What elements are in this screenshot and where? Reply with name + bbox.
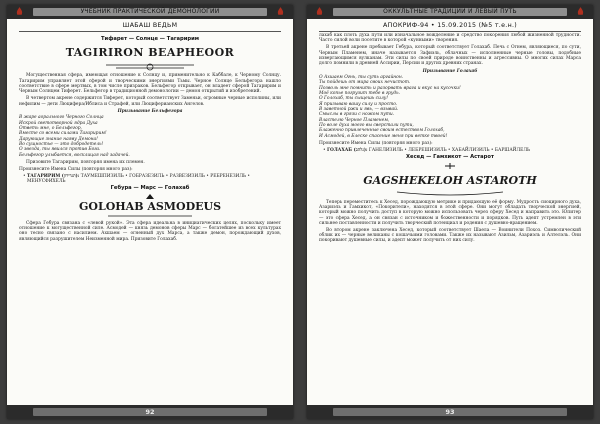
section-heading: Гебура — Марс — Голахаб [110, 185, 190, 192]
verse-line: Позволь мне помнить и разорвать врага и вкус на кусочки! [319, 85, 461, 91]
sigil-text: TAGIRIRON BEAPHEOOR [65, 46, 235, 60]
verse-line: Смыслы в грязи с ножом пути. [319, 112, 395, 118]
verse-line: Вместе со всеми силами Тагаририм! [19, 131, 107, 137]
names-of-power: • ГОЛАХАБ (גלהב): ГАНЕЛИЗИЛЬ • ЛЕБРЕШИЗИЛЬ • ХАБАЙЛИЗИЛЬ • БАРШАЙЛЕЛЬ [323, 147, 530, 153]
paragraph: В четвертом акрене содержится Тиферет, который соответствует Заменьи, огромные черные исполины, или нефилим — дети Люцифера/Иблиса и Страфей, или Люциферианских Ангелов. [19, 96, 281, 107]
left-page [7, 5, 293, 419]
sigil-text: GOLOHAB ASMODEUS [78, 199, 222, 213]
chant-text: ТАУМЕШПИЗИЛЬ • ГОБРАЗЕЗИЛЬ • РАЗВЕЗИЗИЛЬ • РЕБРЕНЕЗИЛЬ • МЕНУСФИХЕЛЬ [27, 173, 250, 185]
paragraph: Теперь переместитесь к Хесед, порождающую метрике и придающую её форму. Мудрость сиоцирного духа, Азариэль и Гамхикот, «Покорители», находятся в этой сфере. Они могут обладать творческой энергией, который можно получить доступ в которую можно использовать через сферу Хесед и направить это. Юпитер — это сфера Хесед, а он связан с источником и божественности и порядков. Путь адепт устремлен в эти сильнее поставленности и получить творческий потенциал и родения с душевно-вращением. [319, 199, 581, 226]
verse-line: О Голохаб, ты сыщешь силу! [319, 96, 389, 102]
golohab-sigil [78, 193, 222, 221]
paragraph: Произнесите Имена Силы (повторяя много раз): [19, 166, 133, 172]
right-footer-band [307, 405, 593, 419]
verse-line: В заветной ржи и явь, — взывай. [319, 106, 399, 112]
sigil-text: GAGSHEKELOH ASTAROTH [363, 173, 537, 187]
paragraph: Могущественная сфера, имеющая отношение к Солнцу и, применительно к Каббале, к Черному Солнцу. Тагаририм управляет этой сферой и творческими энергиями Тьмы. Черное Солнце Бельфегора нашло соответствие в сфере мертвых, в том числе призраков. Бельфегор открывает, он владеет сферой Тагаририм и Черным Солнцем Тиферет. Бельфегор в традиционной демонологии — демон открытий и изобретений. [19, 73, 281, 95]
section-heading: Тифарет — Солнце — Тагаририм [101, 36, 199, 42]
verse-line: Властелю Черное Пламенем, [319, 117, 390, 123]
left-header-band [7, 5, 293, 19]
left-footer-band [7, 405, 293, 419]
left-page-text [19, 36, 281, 402]
verse-line: В жаре аорального Черного Солнца [19, 115, 104, 121]
verse-line: Блаженно привлеченные своим естеством Голохаб, [319, 128, 445, 134]
chant-label: ТАГАРИРИМ (תגרירון): [27, 173, 80, 179]
book-title: УЧЕБНИК ПРАКТИЧЕСКОЙ ДЕМОНОЛОГИИ [80, 8, 220, 15]
verse-line: И Асмодей, в Блеске спасение меня при ветке твоей! [319, 133, 448, 139]
flame-emblem-icon [14, 6, 25, 17]
verse-line: Ответь мне, о Бельфегор, [19, 125, 82, 131]
invocation-verse [319, 75, 581, 139]
verse-line: По воле духа моего вы сверстали пути, [319, 123, 414, 128]
page-number: 93 [445, 408, 455, 416]
paragraph: Сфера Гебура связана с «левой рукой». Эта сфера идеальна в инициатических целях, поскольку имеет отношение к могущественной силе. Асмодей — князь демонов сферы Марс — богатейшее из всех культурах оно тесно связано с насилием. Ахшаем — огненный дух Марса, а также демон, порождающий духов, являющийся разрушителем Неизменной мира. Призовите Голахаб. [19, 220, 281, 242]
verse-line: Бельфегор улыбается, восклицая над задачей. [19, 152, 130, 158]
names-of-power: • ТАГАРИРИМ (תגרירון): ТАУМЕШПИЗИЛЬ • ГОБРАЗЕЗИЛЬ • РАЗВЕЗИЗИЛЬ • РЕБРЕНЕЗИЛЬ • МЕНУСФИХЕЛЬ [23, 173, 250, 185]
right-page [307, 5, 593, 419]
invocation-verse [19, 115, 281, 158]
subheading: Призывание Голахаб [422, 68, 478, 74]
right-header-band [307, 5, 593, 19]
paragraph: В третьей акрене пребывает Гебура, который соответствует Голахаб. Печь с Огнем, являющиеся, по сути, Черным Пламенем, иначе называется Зафиэль, облачных — исполненные черные головы, подобные извергающимся вулканам. Эти силы по своей природе воинственны и агрессивны. О многих силах Марса долго помнили в древней Ассирии, Персии и других древних странах. [319, 45, 581, 67]
tagiriron-sigil [65, 43, 235, 73]
verse-line: Дарующие знание наяву Демона! [19, 136, 98, 142]
verse-line: О Ахшаем Огнь, ты суть аргайнон. [319, 74, 404, 80]
page-number: 92 [145, 408, 155, 416]
verse-line: Искрой светотворной ядра Духа [19, 120, 98, 126]
section-heading: Хесед — Гамхикот — Астарот [406, 154, 494, 161]
verse-line: Моё копье погрузит тебе в грудь. [319, 90, 400, 96]
subheading: Призывание Бельфегора [117, 108, 183, 114]
flame-emblem-icon [275, 6, 286, 17]
flame-emblem-icon [575, 6, 586, 17]
paragraph: Во втором акрене заключена Хесед, который соответствует Шаела — Воинители Похоз. Символический облик их — черные великаны с кошачьими головами. Также их называют Азильм, Азариэль и Алтелэль. Они покоривают душевные силы, и адепт может получить от них силу. [319, 227, 581, 244]
verse-line: О звезда, ты явился против Бога. [19, 147, 101, 153]
gagshekeloh-sigil [363, 162, 537, 200]
verse-line: Я призываю вашу силу и просто. [319, 101, 398, 107]
paragraph: лахаб как плоть духа пути или изначальное вожделение и средство покорения любой жизненной трудности. Часто силой воли посетите в которой «кунными» творения. [319, 33, 581, 44]
right-page-text [319, 33, 581, 402]
verse-line: Во сущностье — это добродетель! [19, 141, 104, 147]
chant-text: ГАНЕЛИЗИЛЬ • ЛЕБРЕШИЗИЛЬ • ХАБАЙЛИЗИЛЬ • БАРШАЙЛЕЛЬ [368, 147, 530, 153]
book-title: ОККУЛЬТНЫЕ ТРАДИЦИИ И ЛЕВЫЙ ПУТЬ [383, 8, 517, 15]
paragraph: Произнесите Имена Силы (повторяя много раз): [319, 141, 433, 147]
running-head: ШАБАШ ВЕДЬМ [19, 22, 281, 32]
verse-line: Ты пойдешь от мира своих нечистот. [319, 80, 411, 86]
flame-emblem-icon [314, 6, 325, 17]
chant-label: ГОЛАХАБ (גלהב): [327, 147, 368, 153]
paragraph: Призовите Тагаририм, повторяя имена их племен. [26, 160, 145, 165]
running-head: АПОКРИФ-94 • 15.09.2015 (№5 т.е.н.) [319, 22, 581, 32]
